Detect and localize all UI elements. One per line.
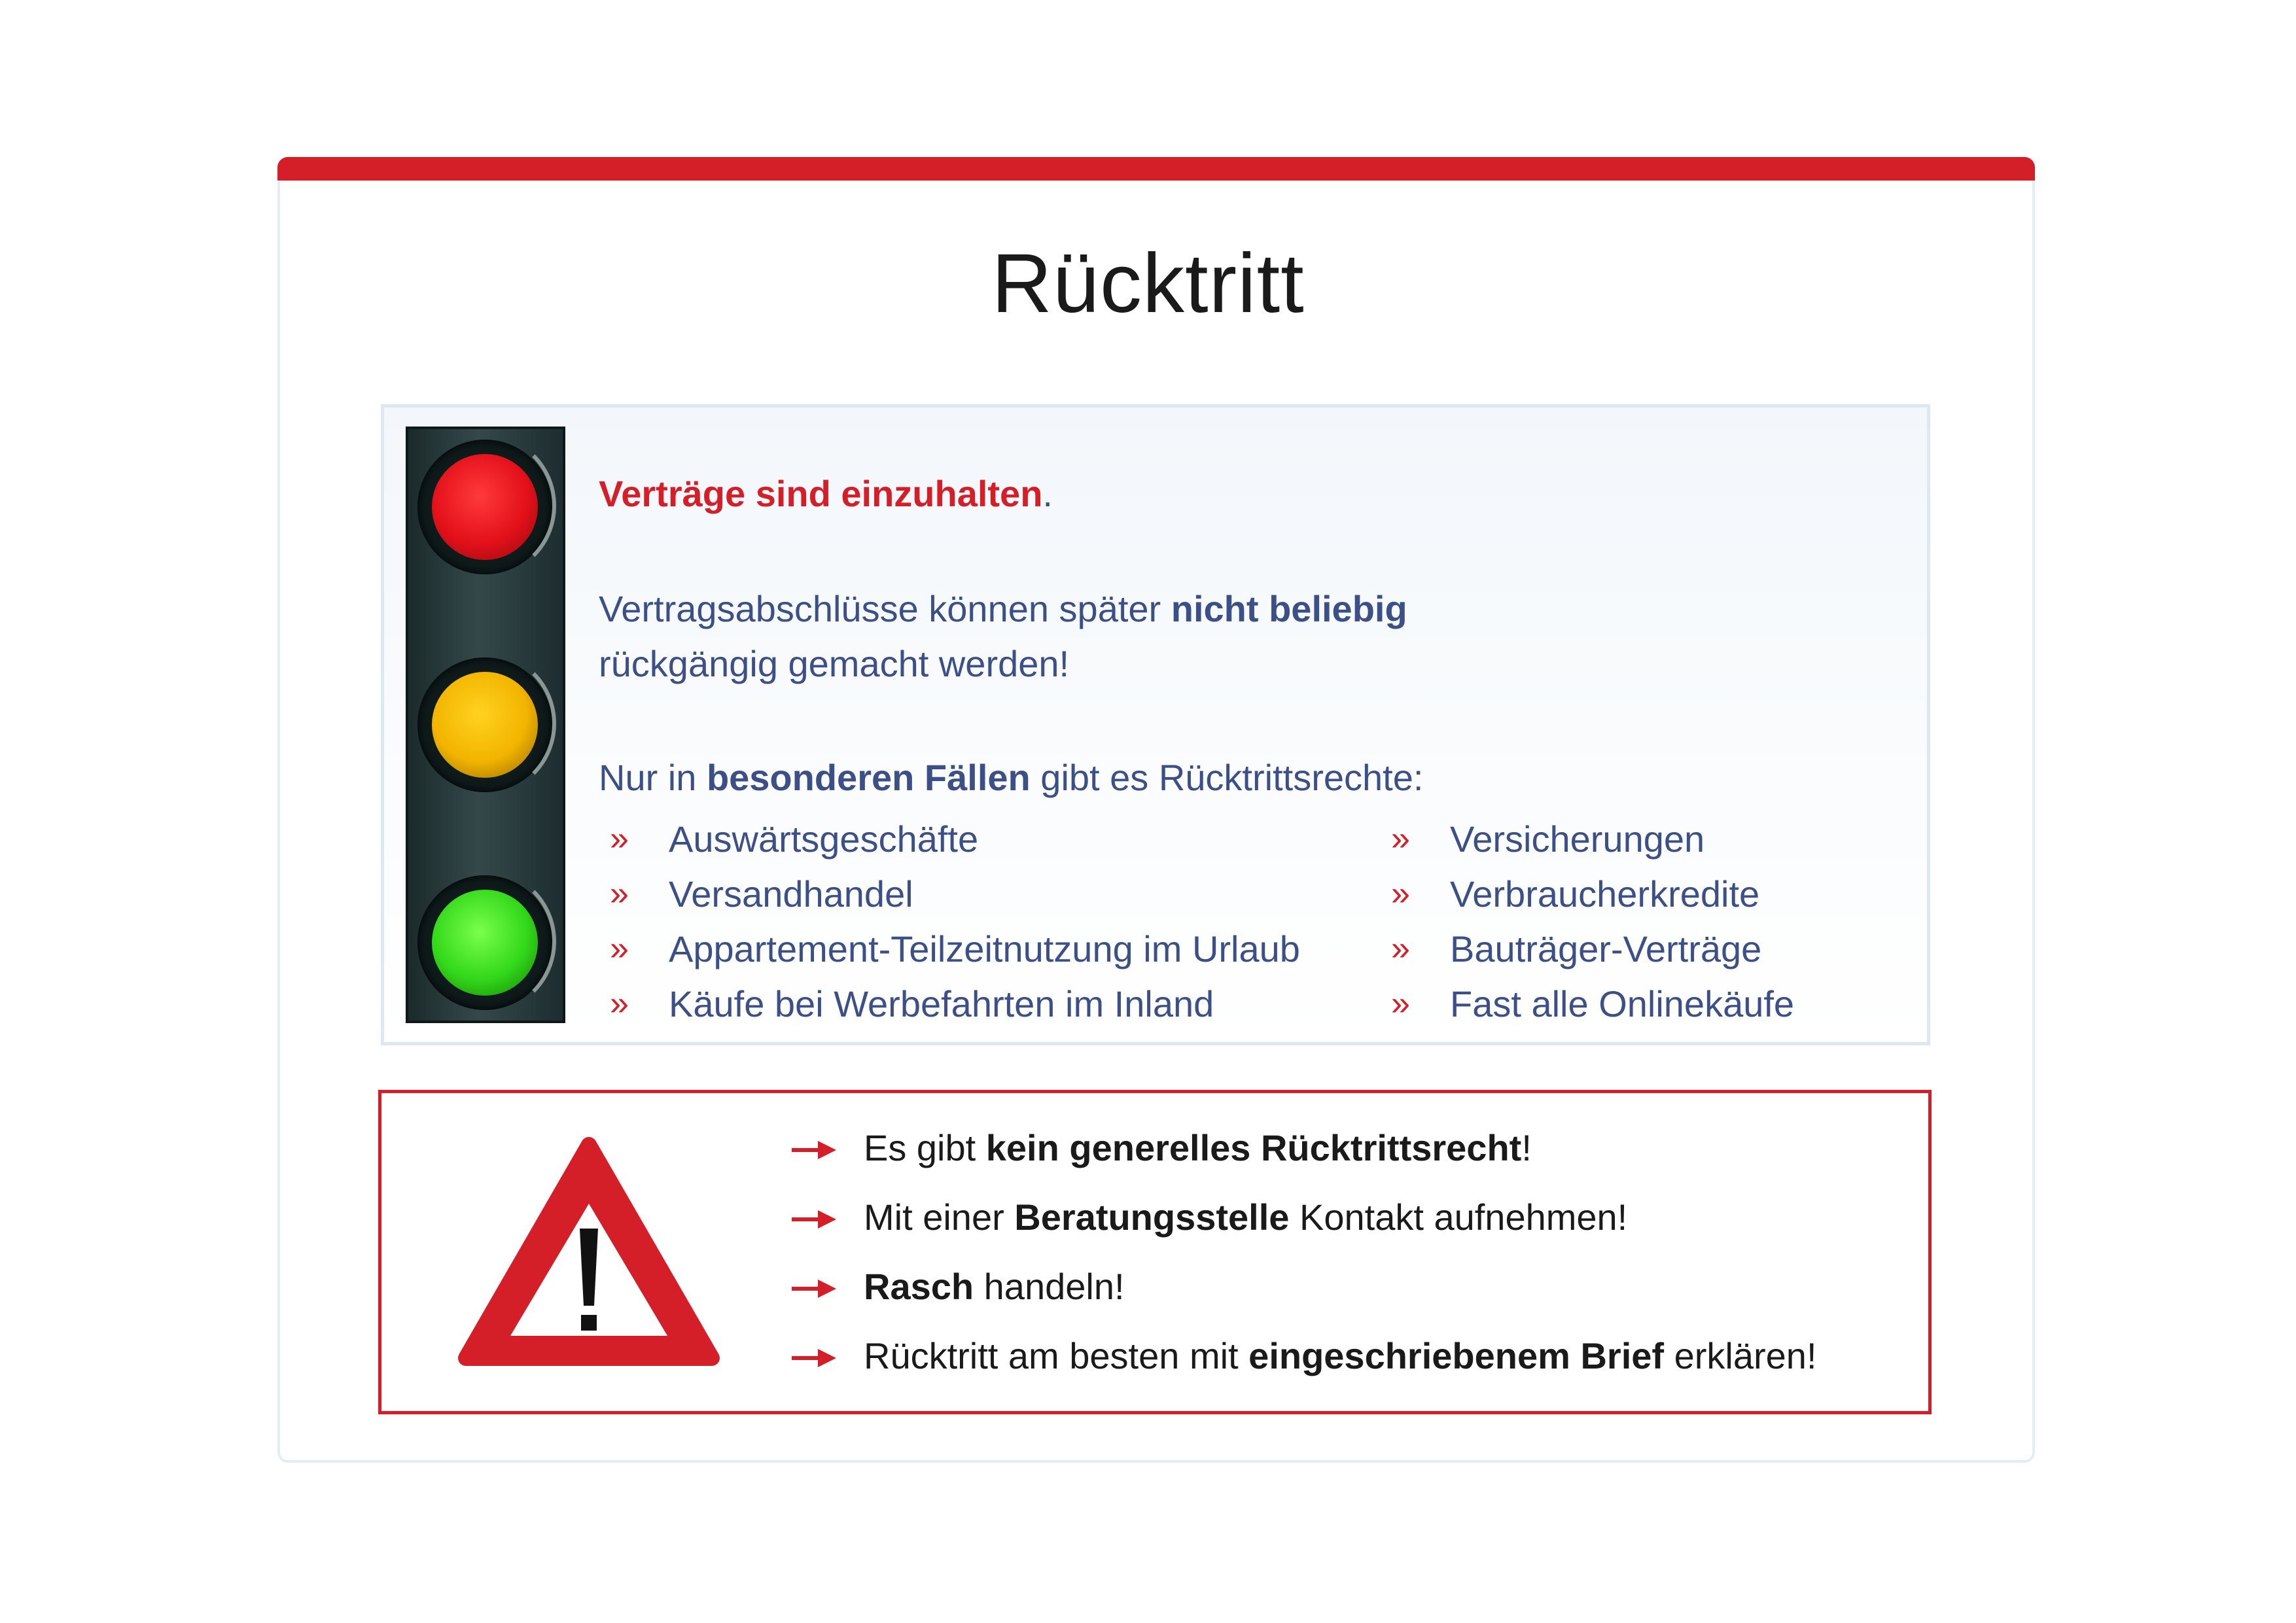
- top-accent-bar: [277, 157, 2035, 181]
- red-lamp: [417, 440, 552, 574]
- warning-triangle-icon: [451, 1130, 726, 1372]
- page-title: Rücktritt: [991, 237, 1305, 330]
- green-lamp: [417, 875, 552, 1010]
- info-headline: Verträge sind einzuhalten.: [599, 473, 1053, 514]
- arrow-right-icon: [792, 1345, 836, 1371]
- yellow-lamp: [417, 657, 552, 792]
- arrow-right-icon: [792, 1276, 836, 1302]
- info-paragraph-2: Nur in besonderen Fällen gibt es Rücktrittsrechte:: [599, 757, 1424, 798]
- arrow-right-icon: [792, 1137, 836, 1163]
- arrow-right-icon: [792, 1206, 836, 1232]
- info-paragraph-1-line-2: rückgängig gemacht werden!: [599, 643, 1070, 684]
- info-paragraph-1: Vertragsabschlüsse können später nicht beliebig: [599, 588, 1407, 629]
